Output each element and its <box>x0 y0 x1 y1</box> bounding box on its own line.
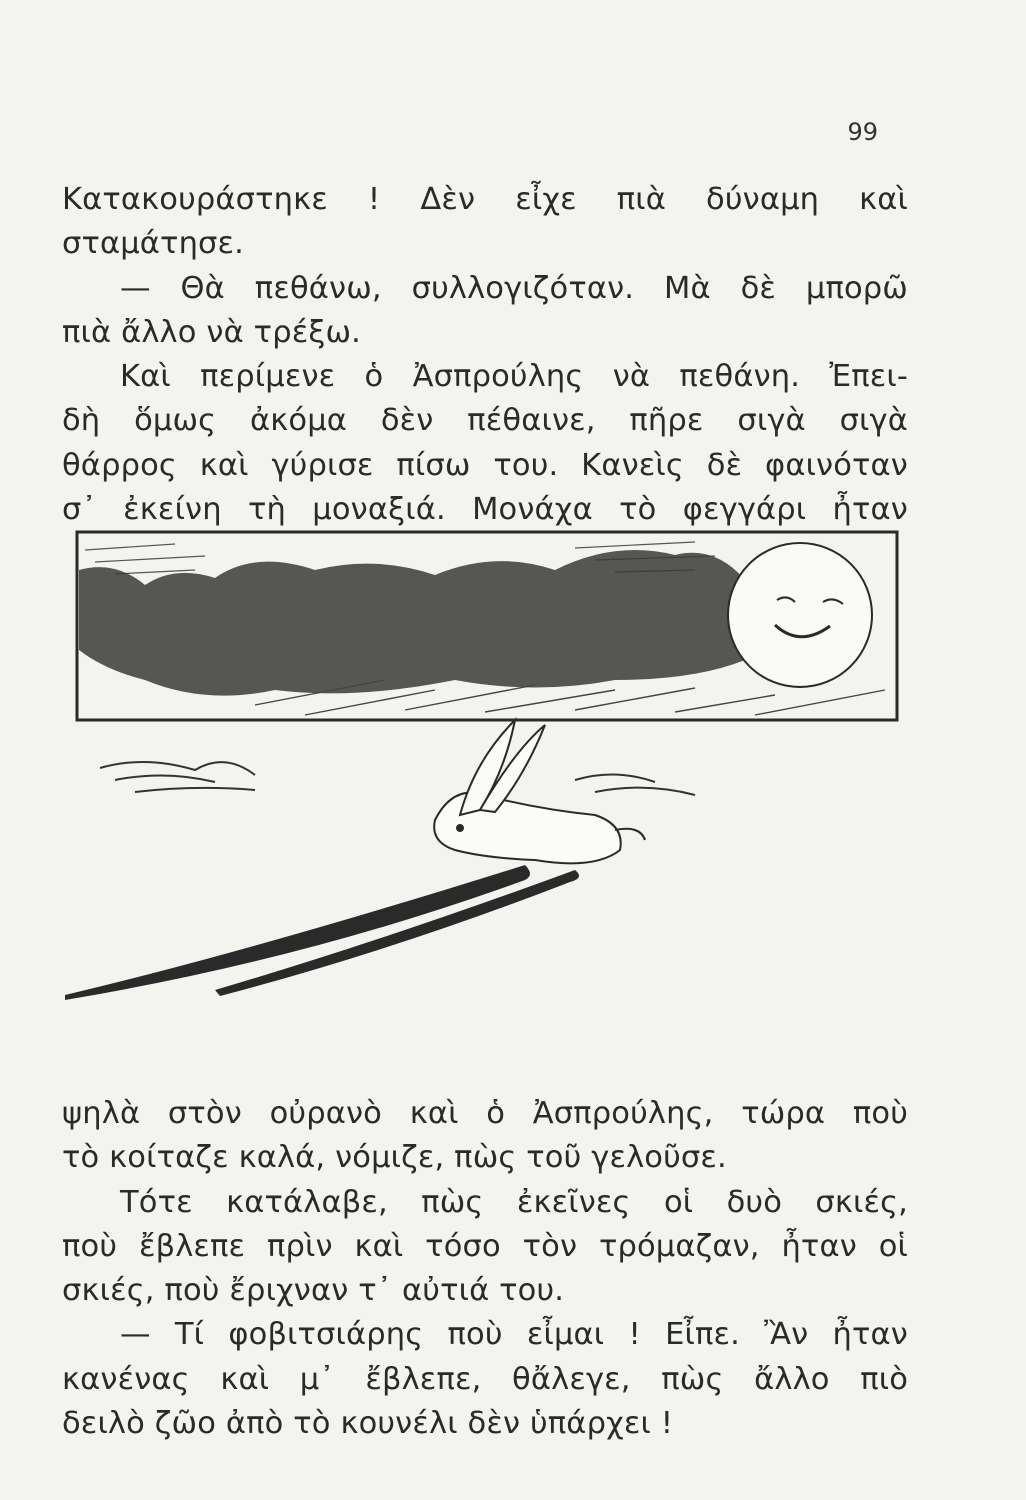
paragraph-block-top <box>62 178 908 532</box>
text-line: ψηλὰ στὸν οὐρανὸ καὶ ὁ Ἀσπρούλης, τώρα ποὺ <box>62 1096 908 1131</box>
rabbit <box>434 720 645 863</box>
text-line: σκιές, ποὺ ἔριχναν τ᾿ αὐτιά του. <box>62 1273 565 1309</box>
text-line: πιὰ ἄλλο νὰ τρέξω. <box>62 314 362 350</box>
text-line: — Θὰ πεθάνω, συλλογιζόταν. Μὰ δὲ μπορῶ <box>120 270 908 306</box>
text-line: δὴ ὅμως ἀκόμα δὲν πέθαινε, πῆρε σιγὰ σιγὰ <box>62 403 908 439</box>
text-line: ποὺ ἔβλεπε πρὶν καὶ τόσο τὸν τρόμαζαν, ἦταν οἱ <box>62 1228 908 1264</box>
text-line: σταμάτησε. <box>62 226 245 262</box>
text-line: θάρρος καὶ γύρισε πίσω του. Κανεὶς δὲ φαινόταν <box>62 447 908 483</box>
rabbit-moon-illustration <box>55 530 900 1030</box>
paragraph-block-bottom <box>62 1092 908 1446</box>
text-line: σ᾿ ἐκείνη τὴ μοναξιά. Μονάχα τὸ φεγγάρι ἦταν <box>62 492 908 528</box>
text-line: δειλὸ ζῶο ἀπὸ τὸ κουνέλι δὲν ὑπάρχει ! <box>62 1406 674 1442</box>
text-line: κανένας καὶ μ᾿ ἔβλεπε, θἄλεγε, πὼς ἄλλο πιὸ <box>62 1361 908 1397</box>
ear-shadow <box>65 865 530 1000</box>
page-number: 99 <box>847 118 878 146</box>
grass-strokes <box>100 762 695 795</box>
text-line: Τότε κατάλαβε, πὼς ἐκεῖνες οἱ δυὸ σκιές, <box>120 1184 908 1220</box>
text-line: — Τί φοβιτσιάρης ποὺ εἶμαι ! Εἶπε. Ἂν ἦταν <box>120 1317 908 1353</box>
text-line: Κατακουράστηκε ! Δὲν εἶχε πιὰ δύναμη καὶ <box>62 182 908 217</box>
text-line: Καὶ περίμενε ὁ Ἀσπρούλης νὰ πεθάνη. Ἐπει- <box>120 359 908 395</box>
text-line: τὸ κοίταζε καλά, νόμιζε, πὼς τοῦ γελοῦσε. <box>62 1140 727 1176</box>
ear-shadow <box>215 870 579 996</box>
moon <box>728 543 872 687</box>
forest-silhouette <box>79 550 750 696</box>
